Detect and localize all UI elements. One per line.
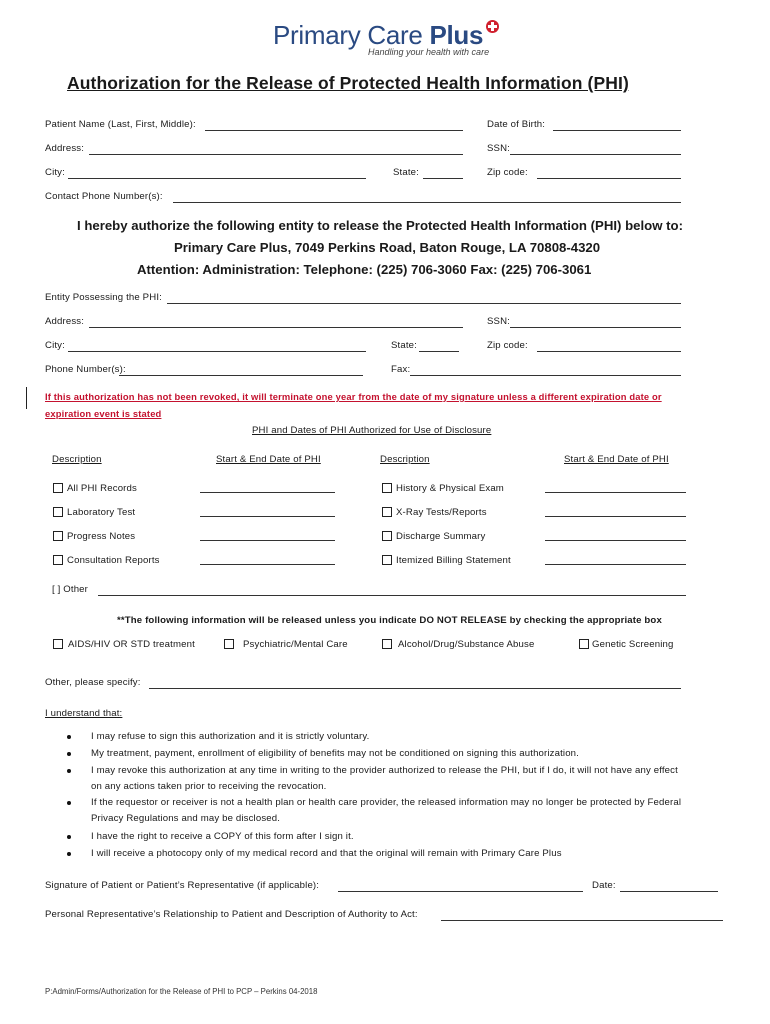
checkbox-consultation-reports[interactable] [53,555,63,565]
checkbox-xray-tests-reports[interactable] [382,507,392,517]
dates-field-laboratory-test[interactable] [200,516,335,517]
entity-state-label: State: [391,340,417,351]
bullet-dot [67,852,71,856]
city-field[interactable] [68,178,366,179]
contact-phone-field[interactable] [173,202,681,203]
dates-field-all-phi-records[interactable] [200,492,335,493]
col-dates-right: Start & End Date of PHI [564,454,669,465]
item-laboratory-test: Laboratory Test [67,507,136,518]
checkbox-alcohol-drug-substance[interactable] [382,639,392,649]
understand-item-3-cont: on any actions taken prior to receiving the revocation. [91,781,327,792]
signature-date-label: Date: [592,880,616,891]
entity-phone-label: Phone Number(s): [45,364,126,375]
checkbox-aids-hiv-std[interactable] [53,639,63,649]
col-description-left: Description [52,454,102,465]
checkbox-progress-notes[interactable] [53,531,63,541]
logo-tagline: Handling your health with care [368,47,490,57]
item-discharge-summary: Discharge Summary [396,531,486,542]
entity-fax-field[interactable] [410,375,681,376]
release-item-alcohol-drug-substance: Alcohol/Drug/Substance Abuse [398,639,535,650]
checkbox-genetic-screening[interactable] [579,639,589,649]
col-dates-left: Start & End Date of PHI [216,454,321,465]
checkbox-itemized-billing-statement[interactable] [382,555,392,565]
state-field[interactable] [423,178,463,179]
checkbox-laboratory-test[interactable] [53,507,63,517]
checkbox-all-phi-records[interactable] [53,483,63,493]
item-all-phi-records: All PHI Records [67,483,137,494]
entity-zip-field[interactable] [537,351,681,352]
patient-name-label: Patient Name (Last, First, Middle): [45,119,196,130]
bullet-dot [67,801,71,805]
address-field[interactable] [89,154,463,155]
entity-possessing-label: Entity Possessing the PHI: [45,292,162,303]
understand-item-4: If the requestor or receiver is not a health plan or health care provider, the released information may no longer be protected by Federal [91,797,682,808]
release-notice: **The following information will be released unless you indicate DO NOT RELEASE by checking the appropriate box [117,615,662,626]
dob-label: Date of Birth: [487,119,546,130]
other-specify-field[interactable] [149,688,681,689]
zip-field[interactable] [537,178,681,179]
checkbox-history-physical-exam[interactable] [382,483,392,493]
release-item-psychiatric-mental-care: Psychiatric/Mental Care [243,639,348,650]
item-history-physical-exam: History & Physical Exam [396,483,504,494]
item-xray-tests-reports: X-Ray Tests/Reports [396,507,487,518]
understand-item-6: I will receive a photocopy only of my medical record and that the original will remain with Primary Care Plus [91,848,562,859]
col-description-right: Description [380,454,430,465]
ssn-field[interactable] [510,154,681,155]
entity-state-field[interactable] [419,351,459,352]
understand-item-2: My treatment, payment, enrollment of eligibility of benefits may not be conditioned on signing this authorization. [91,748,579,759]
bullet-dot [67,769,71,773]
understand-item-3: I may revoke this authorization at any time in writing to the provider authorized to release the PHI, but if I do, it will not have any effect [91,765,678,776]
zip-label: Zip code: [487,167,528,178]
state-label: State: [393,167,419,178]
signature-field[interactable] [338,891,583,892]
other-phi-label: [ ] Other [52,584,89,595]
bullet-dot [67,752,71,756]
expiration-notice-line1: If this authorization has not been revoked, it will terminate one year from the date of my signature unless a different expiration date or [45,391,662,402]
understand-heading: I understand that: [45,708,123,719]
relationship-field[interactable] [441,920,723,921]
contact-phone-label: Contact Phone Number(s): [45,191,163,202]
entity-address-field[interactable] [89,327,463,328]
signature-label: Signature of Patient or Patient’s Representative (if applicable): [45,880,320,891]
signature-date-field[interactable] [620,891,718,892]
page-title: Authorization for the Release of Protected Health Information (PHI) [67,73,629,93]
logo-name-part2: Plus [429,20,484,50]
logo-name-part1: Primary Care [273,20,430,50]
entity-ssn-field[interactable] [510,327,681,328]
entity-phone-field[interactable] [119,375,363,376]
expiration-notice-line2: expiration event is stated [45,408,162,419]
entity-ssn-label: SSN: [487,316,510,327]
other-specify-label: Other, please specify: [45,677,141,688]
city-label: City: [45,167,65,178]
understand-item-4-cont: Privacy Regulations and may be disclosed. [91,813,281,824]
dates-field-progress-notes[interactable] [200,540,335,541]
dob-field[interactable] [553,130,681,131]
plus-cross-icon [486,20,499,33]
phi-heading: PHI and Dates of PHI Authorized for Use of Disclosure [252,425,492,436]
item-consultation-reports: Consultation Reports [67,555,160,566]
entity-zip-label: Zip code: [487,340,528,351]
relationship-label: Personal Representative’s Relationship to Patient and Description of Authority to Act: [45,909,418,920]
recipient-contact: Attention: Administration: Telephone: (225) 706-3060 Fax: (225) 706-3061 [137,262,592,277]
dates-field-xray-tests-reports[interactable] [545,516,686,517]
checkbox-psychiatric-mental-care[interactable] [224,639,234,649]
dates-field-consultation-reports[interactable] [200,564,335,565]
dates-field-itemized-billing-statement[interactable] [545,564,686,565]
bullet-dot [67,835,71,839]
dates-field-history-physical-exam[interactable] [545,492,686,493]
ssn-label: SSN: [487,143,510,154]
footer-path: P:Admin/Forms/Authorization for the Release of PHI to PCP – Perkins 04-2018 [45,987,318,996]
checkbox-discharge-summary[interactable] [382,531,392,541]
authorize-statement: I hereby authorize the following entity to release the Protected Health Information (PHI) below to: [77,218,683,233]
patient-name-field[interactable] [205,130,463,131]
text-cursor [26,387,27,409]
item-itemized-billing-statement: Itemized Billing Statement [396,555,511,566]
dates-field-discharge-summary[interactable] [545,540,686,541]
entity-possessing-field[interactable] [167,303,681,304]
address-label: Address: [45,143,85,154]
release-item-genetic-screening: Genetic Screening [592,639,674,650]
entity-city-field[interactable] [68,351,366,352]
entity-fax-label: Fax: [391,364,411,375]
item-progress-notes: Progress Notes [67,531,136,542]
entity-address-label: Address: [45,316,85,327]
other-phi-field[interactable] [98,595,686,596]
release-item-aids-hiv-std: AIDS/HIV OR STD treatment [68,639,195,650]
bullet-dot [67,735,71,739]
understand-item-1: I may refuse to sign this authorization and it is strictly voluntary. [91,731,370,742]
understand-item-5: I have the right to receive a COPY of this form after I sign it. [91,831,354,842]
recipient-address: Primary Care Plus, 7049 Perkins Road, Baton Rouge, LA 70808-4320 [174,240,601,255]
entity-city-label: City: [45,340,65,351]
